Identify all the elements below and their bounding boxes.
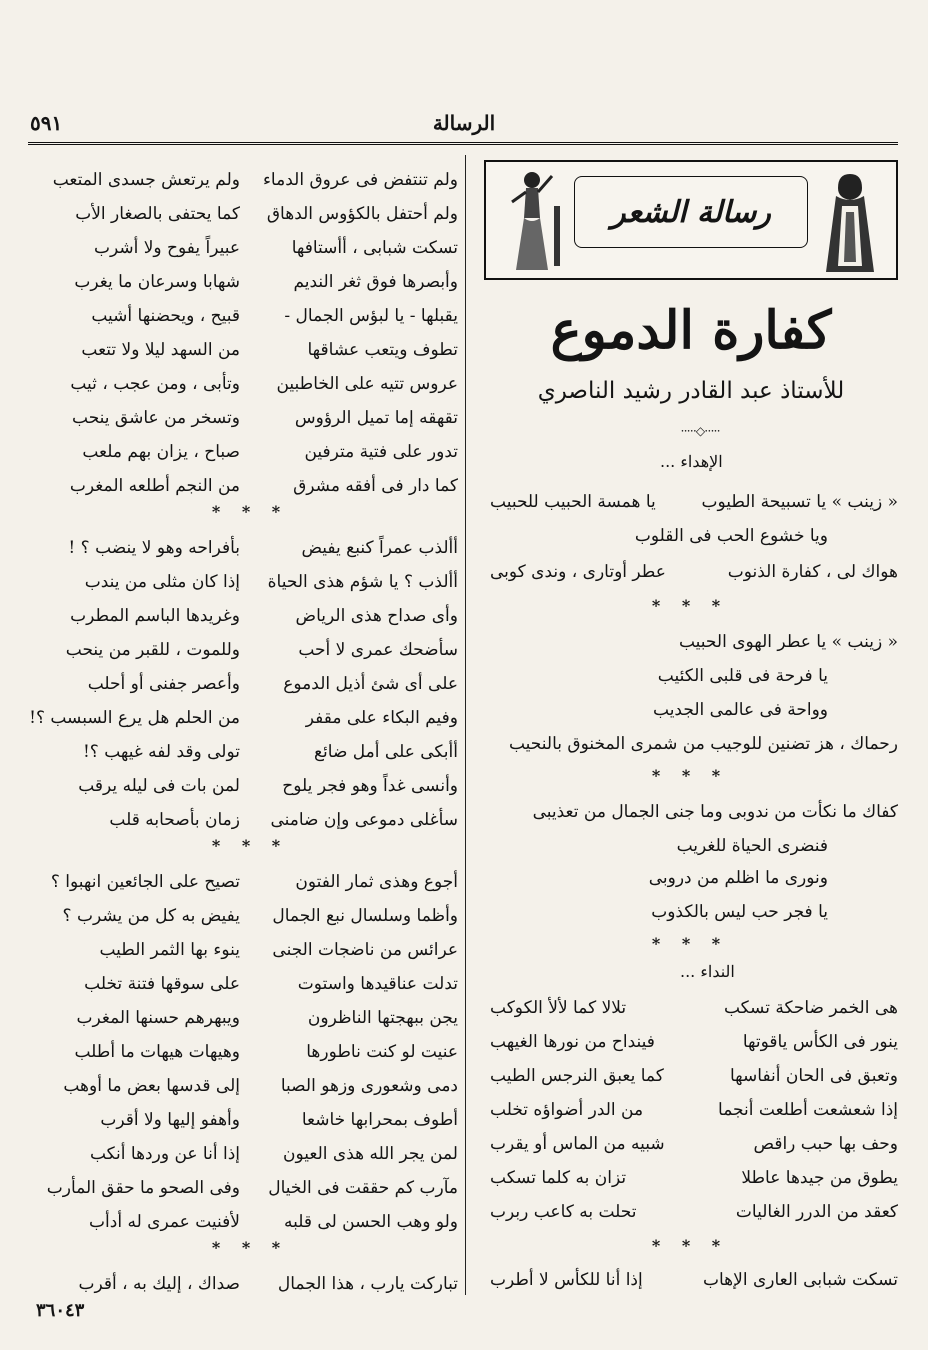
verse-line: لمن بات فى ليله يرقب	[78, 776, 240, 796]
verse-line: وتعبق فى الحان أنفاسها	[730, 1066, 898, 1086]
verse-line: تولى وقد لفه غيهب ؟!	[82, 742, 240, 762]
verse-line: عبيراً يفوح ولا أشرب	[93, 238, 240, 258]
stars-separator: * * *	[651, 596, 729, 615]
verse-line: كفاك ما نكأت من ندوبى وما جنى الجمال من تعذيبى	[532, 802, 898, 822]
verse-line: كما دار فى أفقه مشرق	[293, 476, 458, 496]
verse-line: وواحة فى عالمى الجديب	[653, 700, 828, 720]
verse-line: على أى شئ أذيل الدموع	[283, 674, 458, 694]
verse-line: مآرب كم حققت فى الخيال	[268, 1178, 458, 1198]
verse-line: هواك لى ، كفارة الذنوب	[727, 562, 898, 582]
stars-separator: * * *	[651, 934, 729, 953]
verse-line: وأعصر جفنى أو أحلب	[87, 674, 240, 694]
verse-line: تسكت شبابى ، أأستافها	[291, 238, 458, 258]
verse-line: وتأبى ، ومن عجب ، ثيب	[70, 374, 240, 394]
verse-line: ينوء بها الثمر الطيب	[99, 940, 240, 960]
verse-line: أألذب عمراً كنبع يفيض	[301, 538, 458, 558]
verse-line: تصيح على الجائعين انهبوا ؟	[50, 872, 240, 892]
verse-line: ولو وهب الحسن لى قلبه	[284, 1212, 458, 1232]
poem-author: للأستاذ عبد القادر رشيد الناصري	[537, 378, 845, 404]
verse-line: ويا خشوع الحب فى القلوب	[634, 526, 828, 546]
verse-line: كما يحتفى بالصغار الأب	[75, 204, 240, 224]
page-header	[30, 108, 898, 138]
verse-line: يفيض به كل من يشرب ؟	[62, 906, 240, 926]
journal-title: الرسالة	[432, 111, 496, 135]
verse-line: أأبكى على أمل ضائع	[314, 742, 458, 762]
stars-separator: * * *	[211, 502, 289, 521]
verse-line: كعقد من الدرر الغاليات	[735, 1202, 898, 1222]
verse-line: يقبلها - يا لبؤس الجمال -	[284, 306, 458, 326]
verse-line: أألذب ؟ يا شؤم هذى الحياة	[267, 572, 458, 592]
verse-line: وتسخر من عاشق ينحب	[72, 408, 240, 428]
verse-line: تقهقه إما تميل الرؤوس	[294, 408, 458, 428]
verse-line: كما يعبق النرجس الطيب	[490, 1066, 664, 1086]
verse-line: يا فرحة فى قلبى الكئيب	[657, 666, 828, 686]
stars-separator: * * *	[651, 1236, 729, 1255]
verse-line: وفى الصحو ما حقق المأرب	[46, 1178, 240, 1198]
verse-line: ونورى ما اظلم من دروبى	[648, 868, 828, 888]
verse-line: يا فجر حب ليس بالكذوب	[651, 902, 828, 922]
verse-line: ينور فى الكأس ياقوتها	[742, 1032, 898, 1052]
verse-line: إذا شعشعت أطلعت أنجما	[718, 1100, 898, 1120]
verse-line: بأفراحه وهو لا ينضب ؟ !	[68, 538, 240, 558]
verse-line: إلى قدسها بعض ما أوهب	[63, 1076, 240, 1096]
column-divider	[465, 155, 466, 1295]
dancer-figure-icon	[492, 166, 572, 276]
verse-line: تحلت به كاعب ربرب	[490, 1202, 637, 1222]
verse-line: وأى صداح هذى الرياض	[295, 606, 458, 626]
ornament-divider: ⋅⋅⋅⋅⋅◇⋅⋅⋅⋅⋅	[680, 424, 720, 438]
verse-line: دمى وشعورى وزهو الصبا	[280, 1076, 458, 1096]
verse-line: وأبصرها فوق ثغر النديم	[293, 272, 458, 292]
verse-line: وغريدها الباسم المطرب	[70, 606, 240, 626]
verse-line: سأضحك عمرى لا أحب	[298, 640, 458, 660]
page-number: ٥٩١	[30, 111, 63, 135]
verse-line: على سوقها فتنة تخلب	[84, 974, 240, 994]
verse-line: وفيم البكاء على مقفر	[305, 708, 458, 728]
verse-line: « زينب » يا عطر الهوى الحبيب	[678, 632, 898, 652]
bedouin-figure-icon	[810, 166, 890, 276]
verse-line: رحماك ، هز تضنين للوجيب من شمرى المخنوق بالنحيب	[508, 734, 898, 754]
verse-line: من النجم أطلعه المغرب	[69, 476, 240, 496]
verse-line: تطوف ويتعب عشاقها	[307, 340, 458, 360]
issue-number: ٣٦٠٤٣	[36, 1300, 85, 1321]
verse-line: صداك ، إليك به ، أقرب	[78, 1274, 240, 1294]
verse-line: هى الخمر ضاحكة تسكب	[723, 998, 898, 1018]
verse-line: وحف بها حبب راقص	[753, 1134, 898, 1154]
verse-line: « زينب » يا تسبيحة الطيوب	[701, 492, 898, 512]
verse-line: من الحلم هل يرع السبسب ؟!	[29, 708, 240, 728]
verse-line: وأهفو إليها ولا أقرب	[100, 1110, 240, 1130]
verse-line: وأنسى غداً وهو فجر يلوح	[282, 776, 458, 796]
verse-line: تدور على فتية مترفين	[304, 442, 458, 462]
verse-line: تسكت شبابى العارى الإهاب	[702, 1270, 898, 1290]
verse-line: أجوع وهذى ثمار الفتون	[295, 872, 458, 892]
verse-line: ولم يرتعش جسدى المتعب	[52, 170, 240, 190]
verse-line: لأفنيت عمرى له أدأب	[89, 1212, 240, 1232]
verse-line: فنضرى الحياة للغريب	[676, 836, 828, 856]
verse-line: وللموت ، للقبر من ينحب	[65, 640, 240, 660]
verse-line: عنيت لو كنت ناطورها	[306, 1042, 458, 1062]
verse-line: ولم أحتفل بالكؤوس الدهاق	[266, 204, 458, 224]
stars-separator: * * *	[211, 1238, 289, 1257]
verse-line: يجن ببهجتها الناظرون	[307, 1008, 458, 1028]
verse-line: زمان بأصحابه قلب	[109, 810, 240, 830]
verse-line: سأغلى دموعى وإن ضامنى	[270, 810, 458, 830]
header-rule	[28, 142, 898, 145]
poem-title: كفارة الدموع	[550, 300, 832, 361]
verse-line: قبيح ، ويحضنها أشيب	[91, 306, 240, 326]
verse-line: إذا أنا عن وردها أنكب	[89, 1144, 240, 1164]
verse-line: شبيه من الماس أو يقرب	[490, 1134, 665, 1154]
verse-line: ولم تنتفض فى عروق الدماء	[262, 170, 458, 190]
section-banner	[484, 160, 898, 280]
verse-line: لمن يجر الله هذى العيون	[283, 1144, 458, 1164]
verse-line: تباركت يارب ، هذا الجمال	[277, 1274, 458, 1294]
stars-separator: * * *	[211, 836, 289, 855]
verse-line: يا همسة الحبيب للحبيب	[490, 492, 656, 512]
verse-line: تزان به كلما تسكب	[490, 1168, 627, 1188]
verse-line: يطوق من جيدها عاطلا	[741, 1168, 898, 1188]
verse-line: شهابا وسرعان ما يغرب	[74, 272, 240, 292]
verse-line: أطوف بمحرابها خاشعا	[301, 1110, 458, 1130]
banner-label: رسالة الشعر	[574, 176, 808, 248]
verse-line: إذا كان مثلى من يندب	[84, 572, 240, 592]
stars-separator: * * *	[651, 766, 729, 785]
verse-line: صباح ، يزان بهم ملعب	[82, 442, 240, 462]
verse-line: إذا أنا للكأس لا أطرب	[490, 1270, 643, 1290]
verse-line: تلالا كما لألأ الكوكب	[490, 998, 627, 1018]
verse-line: عرائس من ناضجات الجنى	[272, 940, 458, 960]
dedication-heading: الإهداء ...	[660, 452, 723, 471]
verse-line: وهيهات هيهات ما أطلب	[74, 1042, 240, 1062]
verse-line: تدلت عناقيدها واستوت	[297, 974, 458, 994]
verse-line: عروس تتيه على الخاطبين	[276, 374, 458, 394]
verse-line: فينداح من نورها الغيهب	[490, 1032, 655, 1052]
verse-line: من السهد ليلا ولا تتعب	[81, 340, 240, 360]
verse-line: عطر أوتارى ، وندى كوبى	[490, 562, 666, 582]
call-heading: النداء ...	[680, 962, 735, 981]
verse-line: وأظما وسلسال نبع الجمال	[272, 906, 458, 926]
verse-line: ويبهرهم حسنها المغرب	[76, 1008, 240, 1028]
verse-line: من الدر أضواؤه تخلب	[490, 1100, 644, 1120]
